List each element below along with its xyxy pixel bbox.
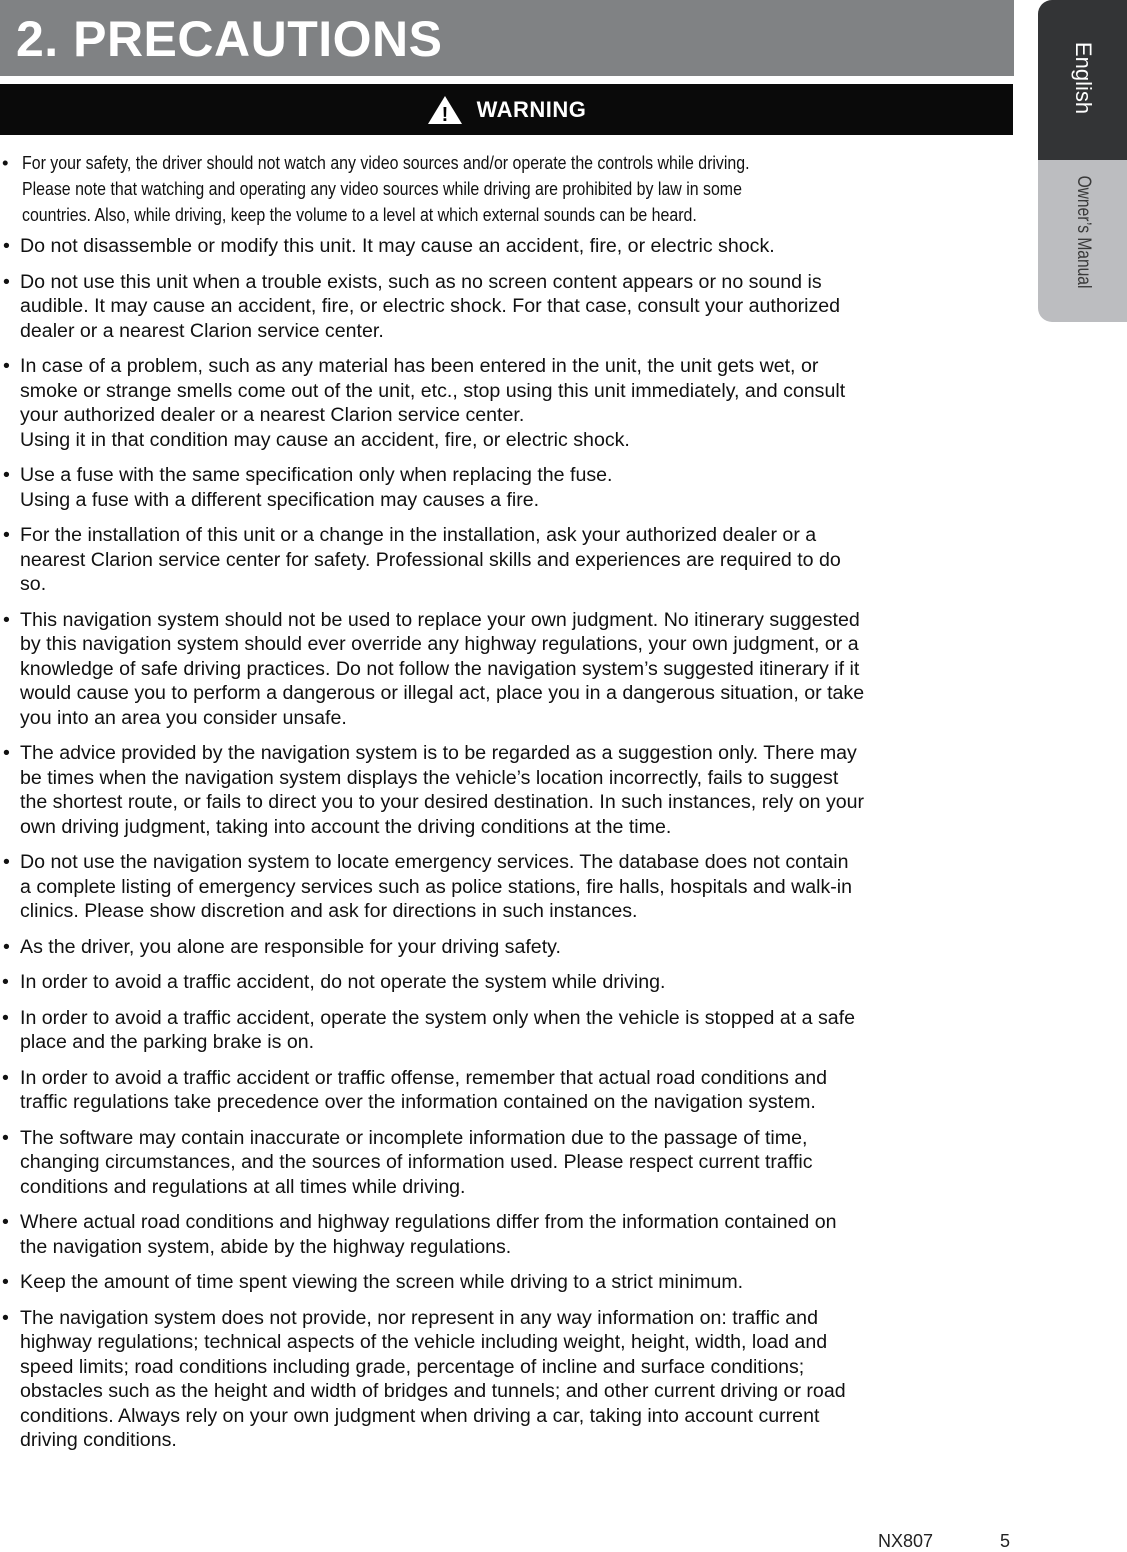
- precaution-item: [0, 850, 1016, 924]
- precaution-item: [0, 1270, 1016, 1295]
- bullet-point: •: [2, 1126, 9, 1149]
- precaution-item: [0, 150, 1016, 228]
- tab-english[interactable]: [1038, 0, 1127, 160]
- bullet-point: •: [3, 742, 10, 764]
- tab-owners-manual[interactable]: [1038, 160, 1127, 322]
- precaution-item: [0, 523, 1016, 597]
- precaution-text: For your safety, the driver should not watch any video sources and/or operate the controls while driving. Please note that watching and operating any video sources while driving are prohibited by law in some countries. Also, while driving, keep the volume to a level at which external sounds can be heard.: [22, 152, 750, 225]
- page-number: 5: [1000, 1531, 1011, 1551]
- precaution-text: In order to avoid a traffic accident or traffic offense, remember that actual road conditions and traffic regulations take precedence over the information contained on the navigation system.: [20, 1066, 828, 1113]
- precaution-text: Do not use this unit when a trouble exists, such as no screen content appears or no sound is audible. It may cause an accident, fire, or electric shock. For that case, consult your authorized dealer or a nearest Clarion service center.: [20, 270, 841, 342]
- precaution-item: [0, 354, 1016, 452]
- warning-icon-glyph: !: [441, 103, 448, 125]
- title-bar: [0, 0, 1014, 76]
- precaution-item: [0, 1126, 1016, 1200]
- bullet-point: •: [2, 1306, 9, 1329]
- precaution-text: Where actual road conditions and highway regulations differ from the information contained on the navigation system, abide by the highway regulations.: [20, 1211, 837, 1258]
- bullet-point: •: [3, 524, 10, 546]
- precaution-item: [0, 1066, 1016, 1115]
- bullet-point: •: [2, 152, 9, 173]
- bullet-point: •: [2, 1271, 9, 1293]
- warning-banner: [0, 84, 1013, 135]
- precaution-text: The advice provided by the navigation system is to be regarded as a suggestion only. There may be times when the navigation system displays the vehicle’s location incorrectly, fails to suggest the shortest route, or fails to direct you to your desired destination. In such instances, rely on your own driving judgment, taking into account the driving conditions at the time.: [20, 742, 865, 838]
- precaution-item: [0, 970, 1016, 995]
- precaution-text: In order to avoid a traffic accident, operate the system only when the vehicle is stopped at a safe place and the parking brake is on.: [20, 1006, 856, 1053]
- bullet-point: •: [3, 270, 10, 293]
- precaution-text: The software may contain inaccurate or incomplete information due to the passage of time, changing circumstances, and the sources of information used. Please respect current traffic conditions and regulations at all times while driving.: [20, 1126, 813, 1198]
- precaution-item: [0, 741, 1016, 839]
- bullet-point: •: [3, 235, 10, 257]
- precaution-text: In case of a problem, such as any material has been entered in the unit, the unit gets wet, or smoke or strange smells come out of the unit, etc., stop using this unit immediately, and consult your authorized dealer or a nearest Clarion service center. Using it in that condition may cause an accident, fire, or electric shock.: [20, 355, 846, 451]
- precaution-item: [0, 935, 1016, 960]
- precaution-item: [0, 608, 1016, 731]
- precaution-item: [0, 1210, 1016, 1259]
- precaution-text: Do not use the navigation system to locate emergency services. The database does not contain a complete listing of emergency services such as police stations, fire halls, hospitals and walk-in clinics. Please show discretion and ask for directions in such instances.: [20, 851, 853, 922]
- precaution-item: [0, 270, 1016, 344]
- precaution-text: For the installation of this unit or a change in the installation, ask your authorized dealer or a nearest Clarion service center for safety. Professional skills and experiences are required to do so.: [20, 524, 841, 595]
- precaution-text: The navigation system does not provide, nor represent in any way information on: traffic and highway regulations; technical aspects of the vehicle including weight, height, width, load and speed limits; road conditions including grade, percentage of incline and surface conditions; obstacles such as the height and width of bridges and tunnels; and other current driving or road conditions. Always rely on your own judgment when driving a car, taking into account current driving conditions.: [20, 1306, 846, 1451]
- bullet-point: •: [2, 971, 9, 993]
- model-number: NX807: [878, 1531, 934, 1551]
- precaution-text: As the driver, you alone are responsible for your driving safety.: [20, 935, 561, 958]
- bullet-point: •: [2, 1211, 9, 1233]
- precaution-text: In order to avoid a traffic accident, do not operate the system while driving.: [20, 971, 666, 993]
- warning-label: WARNING: [476, 96, 587, 122]
- precautions-list: [0, 150, 1016, 1464]
- bullet-point: •: [3, 355, 10, 377]
- bullet-point: •: [2, 1006, 9, 1029]
- warning-triangle-icon: [427, 95, 463, 125]
- precaution-text: Keep the amount of time spent viewing the screen while driving to a strict minimum.: [20, 1271, 744, 1293]
- bullet-point: •: [3, 608, 10, 631]
- precaution-text: Use a fuse with the same specification only when replacing the fuse. Using a fuse with a different specification may causes a fire.: [20, 464, 613, 511]
- precaution-text: Do not disassemble or modify this unit. It may cause an accident, fire, or electric shock.: [20, 235, 775, 257]
- bullet-point: •: [3, 464, 10, 486]
- bullet-point: •: [2, 1066, 9, 1089]
- precaution-item: [0, 1306, 1016, 1453]
- precaution-item: [0, 1006, 1016, 1055]
- bullet-point: •: [3, 935, 10, 958]
- tab-owners-manual-label: Owner’s Manual: [1072, 175, 1094, 289]
- bullet-point: •: [3, 851, 10, 873]
- precaution-text: This navigation system should not be used to replace your own judgment. No itinerary suggested by this navigation system should ever override any highway regulations, your own judgment, or a knowledge of safe driving practices. Do not follow the navigation system’s suggested itinerary if it would cause you to perform a dangerous or illegal act, place you in a dangerous situation, or take you into an area you consider unsafe.: [20, 608, 865, 729]
- page-title: 2. PRECAUTIONS: [16, 11, 443, 67]
- precaution-item: [0, 463, 1016, 512]
- tab-english-label: English: [1070, 41, 1096, 115]
- precaution-item: [0, 234, 1016, 259]
